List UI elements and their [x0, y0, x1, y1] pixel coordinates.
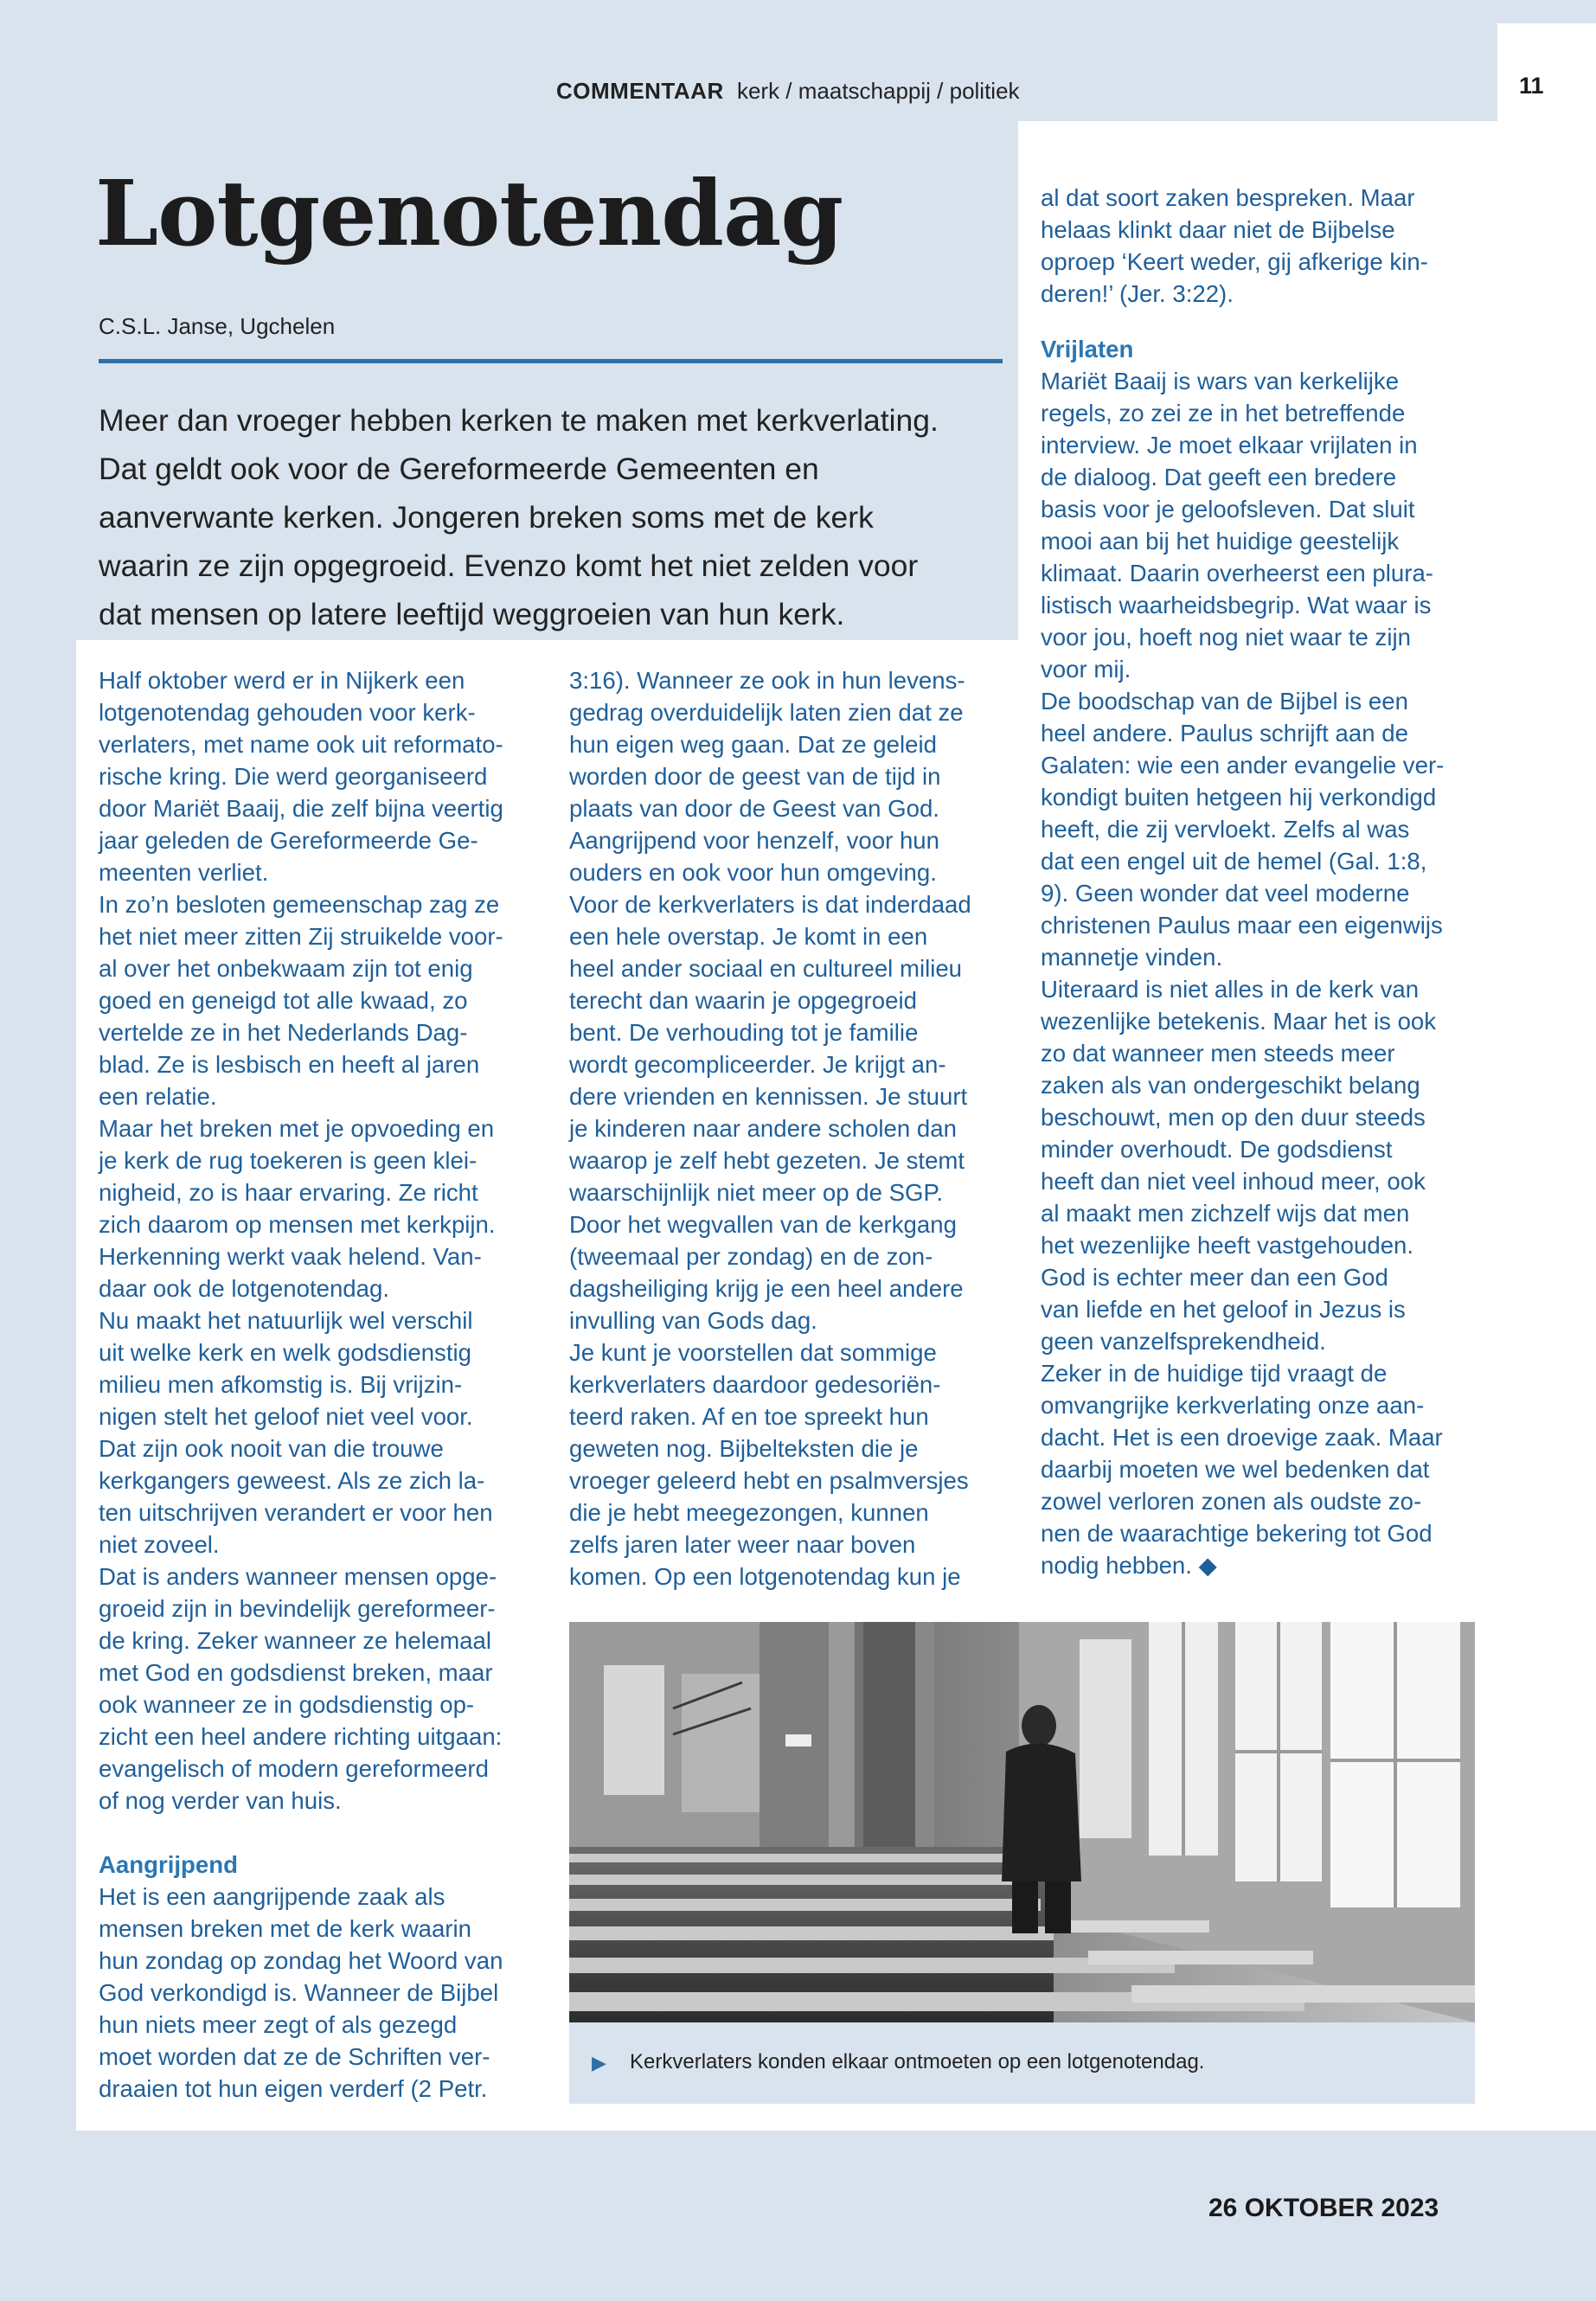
text-line: De boodschap van de Bijbel is een [1041, 688, 1408, 715]
column-1b-text [99, 1881, 548, 2105]
text-line: de kring. Zeker wanneer ze helemaal [99, 1627, 492, 1654]
text-line: komen. Op een lotgenotendag kun je [569, 1563, 961, 1590]
section-subtitle: kerk / maatschappij / politiek [736, 78, 1020, 104]
text-line: je kinderen naar andere scholen dan [569, 1115, 957, 1142]
text-line: Mariët Baaij is wars van kerkelijke [1041, 368, 1400, 394]
text-line: dat een engel uit de hemel (Gal. 1:8, [1041, 848, 1427, 875]
text-line: van liefde en het geloof in Jezus is [1041, 1296, 1406, 1323]
text-line: gedrag overduidelijk laten zien dat ze [569, 699, 964, 726]
text-line: vroeger geleerd hebt en psalmversjes [569, 1467, 969, 1494]
text-line: moet worden dat ze de Schriften ver- [99, 2043, 490, 2070]
text-line: voor jou, hoeft nog niet waar te zijn [1041, 624, 1411, 651]
text-line: draaien tot hun eigen verderf (2 Petr. [99, 2075, 488, 2102]
text-line: een hele overstap. Je komt in een [569, 923, 928, 950]
subheading-aangrijpend: Aangrijpend [99, 1851, 238, 1878]
text-line: evangelisch of modern gereformeerd [99, 1755, 489, 1782]
section-header [556, 78, 1020, 105]
text-line: al over het onbekwaam zijn tot enig [99, 955, 473, 982]
text-line: helaas klinkt daar niet de Bijbelse [1041, 216, 1395, 243]
column-1-text [99, 664, 548, 1817]
text-line: terecht dan waarin je opgegroeid [569, 987, 917, 1014]
text-line: dere vrienden en kennissen. Je stuurt [569, 1083, 968, 1110]
text-line: vertelde ze in het Nederlands Dag- [99, 1019, 468, 1046]
text-line: regels, zo zei ze in het betreffende [1041, 400, 1406, 426]
intro-line: aanverwante kerken. Jongeren breken soms met de kerk [99, 500, 874, 535]
text-line: een relatie. [99, 1083, 217, 1110]
title-rule [99, 359, 1003, 363]
text-line: nigen stelt het geloof niet veel voor. [99, 1403, 473, 1430]
article-author: C.S.L. Janse, Ugchelen [99, 313, 336, 339]
article-column-2 [569, 664, 1010, 1593]
text-line: met God en godsdienst breken, maar [99, 1659, 493, 1686]
text-line: waarop je zelf hebt gezeten. Je stemt [569, 1147, 965, 1174]
text-line: teerd raken. Af en toe spreekt hun [569, 1403, 929, 1430]
text-line: de dialoog. Dat geeft een bredere [1041, 464, 1397, 490]
text-line: verlaters, met name ook uit reformato- [99, 731, 503, 758]
article-column-3 [1041, 182, 1482, 1581]
text-line: Door het wegvallen van de kerkgang [569, 1211, 957, 1238]
text-line: lotgenotendag gehouden voor kerk- [99, 699, 476, 726]
text-line: goed en geneigd tot alle kwaad, zo [99, 987, 468, 1014]
text-line: meenten verliet. [99, 859, 269, 886]
text-line: basis voor je geloofsleven. Dat sluit [1041, 496, 1415, 522]
text-line: Uiteraard is niet alles in de kerk van [1041, 976, 1420, 1003]
text-line: kondigt buiten hetgeen hij verkondigd [1041, 784, 1437, 811]
caption-arrow-icon: ▶ [592, 2052, 606, 2073]
text-line: hun niets meer zegt of als gezegd [99, 2011, 458, 2038]
text-line: Voor de kerkverlaters is dat inderdaad [569, 891, 971, 918]
text-line: zowel verloren zonen als oudste zo- [1041, 1488, 1422, 1515]
intro-line: waarin ze zijn opgegroeid. Evenzo komt het niet zelden voor [99, 548, 919, 583]
text-line: klimaat. Daarin overheerst een plura- [1041, 560, 1433, 586]
article-title: Lotgenotendag [95, 160, 843, 266]
text-line: mooi aan bij het huidige geestelijk [1041, 528, 1400, 554]
right-strip [1497, 120, 1596, 2131]
text-line: geen vanzelfsprekendheid. [1041, 1328, 1326, 1355]
text-line: nen de waarachtige bekering tot God [1041, 1520, 1433, 1547]
text-line: niet zoveel. [99, 1531, 220, 1558]
text-line: deren!’ (Jer. 3:22). [1041, 280, 1234, 307]
text-line: christenen Paulus maar een eigenwijs [1041, 912, 1443, 939]
text-line: zich daarom op mensen met kerkpijn. [99, 1211, 496, 1238]
text-line: ten uitschrijven verandert er voor hen [99, 1499, 493, 1526]
text-line: daarbij moeten we wel bedenken dat [1041, 1456, 1430, 1483]
text-line: kerkgangers geweest. Als ze zich la- [99, 1467, 485, 1494]
text-line: Galaten: wie een ander evangelie ver- [1041, 752, 1445, 779]
page-number-box [1497, 23, 1596, 120]
text-line: waarschijnlijk niet meer op de SGP. [569, 1179, 944, 1206]
text-line: jaar geleden de Gereformeerde Ge- [99, 827, 478, 854]
text-line: In zo’n besloten gemeenschap zag ze [99, 891, 500, 918]
text-line: Aangrijpend voor henzelf, voor hun [569, 827, 939, 854]
text-line: ook wanneer ze in godsdienstig op- [99, 1691, 475, 1718]
text-line: rische kring. Die werd georganiseerd [99, 763, 488, 790]
text-line: zo dat wanneer men steeds meer [1041, 1040, 1395, 1067]
text-line: zaken als van ondergeschikt belang [1041, 1072, 1420, 1099]
text-line: invulling van Gods dag. [569, 1307, 817, 1334]
text-line: heel andere. Paulus schrijft aan de [1041, 720, 1408, 747]
text-line: Maar het breken met je opvoeding en [99, 1115, 495, 1142]
text-line: heeft dan niet veel inhoud meer, ook [1041, 1168, 1426, 1195]
text-line: kerkverlaters daardoor gedesoriën- [569, 1371, 941, 1398]
intro-line: Meer dan vroeger hebben kerken te maken met kerkverlating. [99, 403, 939, 438]
text-line: beschouwt, men op den duur steeds [1041, 1104, 1426, 1131]
text-line: geweten nog. Bijbelteksten die je [569, 1435, 919, 1462]
intro-line: Dat geldt ook voor de Gereformeerde Gemeenten en [99, 452, 819, 486]
subheading-vrijlaten: Vrijlaten [1041, 336, 1134, 362]
text-line: Zeker in de huidige tijd vraagt de [1041, 1360, 1388, 1387]
text-line: al maakt men zichzelf wijs dat men [1041, 1200, 1410, 1227]
text-line: mannetje vinden. [1041, 944, 1223, 971]
text-line: listisch waarheidsbegrip. Wat waar is [1041, 592, 1432, 619]
text-line: voor mij. [1041, 656, 1131, 683]
column-3b-text [1041, 365, 1482, 1581]
text-line: wezenlijke betekenis. Maar het is ook [1041, 1008, 1437, 1035]
issue-date: 26 OKTOBER 2023 [1208, 2194, 1439, 2222]
text-line: nigheid, zo is haar ervaring. Ze richt [99, 1179, 478, 1206]
text-line: Dat is anders wanneer mensen opge- [99, 1563, 497, 1590]
section-label: COMMENTAAR [556, 78, 724, 104]
text-line: interview. Je moet elkaar vrijlaten in [1041, 432, 1418, 458]
text-line: plaats van door de Geest van God. [569, 795, 939, 822]
text-line: nodig hebben. ◆ [1041, 1552, 1217, 1579]
text-line: het wezenlijke heeft vastgehouden. [1041, 1232, 1414, 1259]
text-line: Half oktober werd er in Nijkerk een [99, 667, 465, 694]
text-line: (tweemaal per zondag) en de zon- [569, 1243, 933, 1270]
text-line: blad. Ze is lesbisch en heeft al jaren [99, 1051, 480, 1078]
text-line: daar ook de lotgenotendag. [99, 1275, 390, 1302]
page-number: 11 [1519, 73, 1544, 99]
text-line: Herkenning werkt vaak helend. Van- [99, 1243, 482, 1270]
text-line: wordt gecompliceerder. Je krijgt an- [569, 1051, 946, 1078]
text-line: die je hebt meegezongen, kunnen [569, 1499, 929, 1526]
text-line: zicht een heel andere richting uitgaan: [99, 1723, 503, 1750]
text-line: groeid zijn in bevindelijk gereformeer- [99, 1595, 496, 1622]
text-line: zelfs jaren later weer naar boven [569, 1531, 916, 1558]
text-line: 9). Geen wonder dat veel moderne [1041, 880, 1410, 907]
text-line: dagsheiliging krijg je een heel andere [569, 1275, 964, 1302]
text-line: uit welke kerk en welk godsdienstig [99, 1339, 471, 1366]
text-line: heeft, die zij vervloekt. Zelfs al was [1041, 816, 1410, 843]
text-line: God verkondigd is. Wanneer de Bijbel [99, 1979, 499, 2006]
article-intro [99, 396, 1016, 638]
text-line: heel ander sociaal en cultureel milieu [569, 955, 963, 982]
text-line: door Mariët Baaij, die zelf bijna veertig [99, 795, 503, 822]
text-line: dacht. Het is een droevige zaak. Maar [1041, 1424, 1443, 1451]
text-line: minder overhoudt. De godsdienst [1041, 1136, 1393, 1163]
photo-caption: Kerkverlaters konden elkaar ontmoeten op een lotgenotendag. [630, 2050, 1205, 2073]
text-line: bent. De verhouding tot je familie [569, 1019, 919, 1046]
text-line: worden door de geest van de tijd in [569, 763, 941, 790]
text-line: oproep ‘Keert weder, gij afkerige kin- [1041, 248, 1428, 275]
text-line: omvangrijke kerkverlating onze aan- [1041, 1392, 1425, 1419]
text-line: het niet meer zitten Zij struikelde voor- [99, 923, 503, 950]
text-line: al dat soort zaken bespreken. Maar [1041, 184, 1415, 211]
church-interior-photo [569, 1622, 1475, 2022]
text-line: of nog verder van huis. [99, 1787, 342, 1814]
text-line: 3:16). Wanneer ze ook in hun levens- [569, 667, 965, 694]
text-line: Dat zijn ook nooit van die trouwe [99, 1435, 444, 1462]
text-line: hun eigen weg gaan. Dat ze geleid [569, 731, 937, 758]
column-3a-text [1041, 182, 1482, 310]
text-line: Je kunt je voorstellen dat sommige [569, 1339, 937, 1366]
text-line: ouders en ook voor hun omgeving. [569, 859, 937, 886]
article-column-1 [99, 664, 548, 2105]
text-line: God is echter meer dan een God [1041, 1264, 1388, 1291]
column-2-text [569, 664, 1010, 1593]
text-line: mensen breken met de kerk waarin [99, 1915, 471, 1942]
intro-line: dat mensen op latere leeftijd weggroeien van hun kerk. [99, 597, 845, 631]
text-line: Nu maakt het natuurlijk wel verschil [99, 1307, 473, 1334]
text-line: je kerk de rug toekeren is geen klei- [99, 1147, 478, 1174]
text-line: hun zondag op zondag het Woord van [99, 1947, 503, 1974]
text-line: Het is een aangrijpende zaak als [99, 1883, 445, 1910]
text-line: milieu men afkomstig is. Bij vrijzin- [99, 1371, 463, 1398]
